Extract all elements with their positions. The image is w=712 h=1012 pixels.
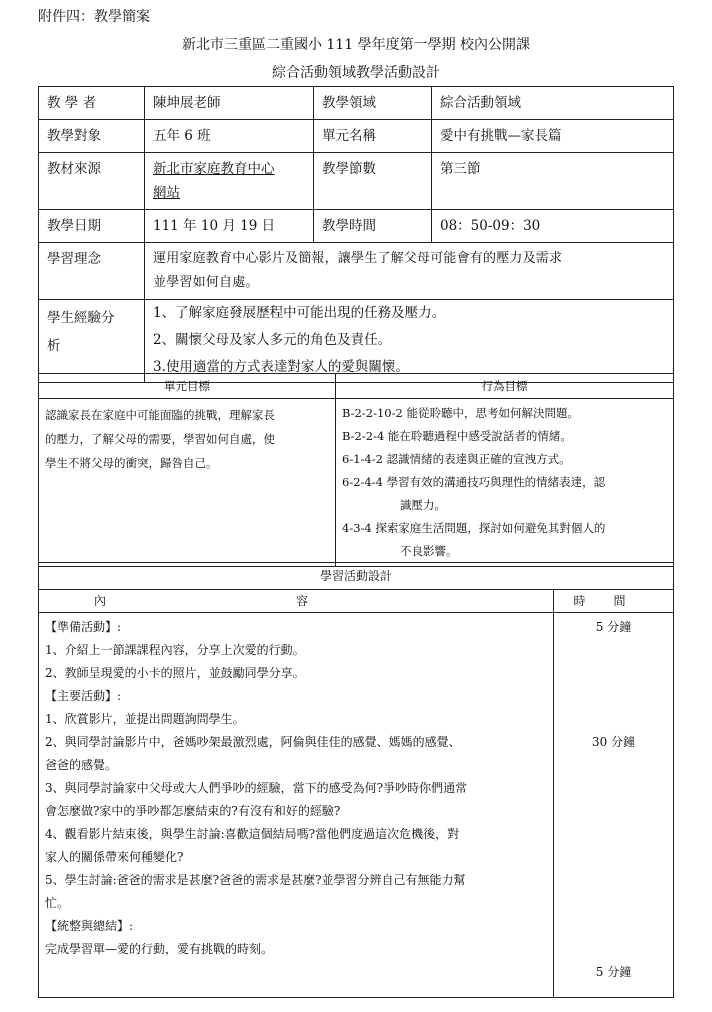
behavior-goal-item xyxy=(342,471,667,517)
behavior-goal-continuation: 識壓力。 xyxy=(400,498,446,512)
time-header-text: 時間 xyxy=(573,594,654,608)
activity-content xyxy=(39,613,554,998)
activities-header: 學習活動設計 xyxy=(39,563,674,590)
philosophy-line: 運用家庭教育中心影片及簡報，讓學生了解父母可能會有的壓力及需求 xyxy=(153,251,563,266)
behavior-goal-item: B-2-2-10-2 能從聆聽中，思考如何解決問題。 xyxy=(342,406,579,420)
source-value-line1: 新北市家庭教育中心 xyxy=(153,161,275,177)
behavior-goal-continuation: 不良影響。 xyxy=(400,544,458,558)
behavior-goal-item: 6-1-4-2 認識情緒的表達與正確的宣洩方式。 xyxy=(342,452,571,466)
period-label: 教學節數 xyxy=(314,153,432,210)
target-value: 五年 6 班 xyxy=(145,120,314,153)
list-item: 2、與同學討論影片中，爸媽吵架最激烈處，阿倫與佳佳的感覺、媽媽的感覺、 xyxy=(45,735,461,749)
unit-label: 單元名稱 xyxy=(314,120,432,153)
list-item: 會怎麼做?家中的爭吵都怎麼結束的?有沒有和好的經驗? xyxy=(45,804,341,818)
list-item: 2、教師呈現愛的小卡的照片，並鼓勵同學分享。 xyxy=(45,666,305,680)
behavior-goal-text: 6-2-4-4 學習有效的溝通技巧與理性的情緒表達，認 xyxy=(342,475,606,489)
date-value: 111 年 10 月 19 日 xyxy=(145,210,314,243)
content-header-text: 內容 xyxy=(93,594,498,608)
date-label: 教學日期 xyxy=(39,210,145,243)
annex-label: 附件四：教學簡案 xyxy=(38,9,150,25)
list-item: 4、觀看影片結束後，與學生討論:喜歡這個結局嗎?當他們度過這次危機後，對 xyxy=(45,827,460,841)
document-title: 新北市三重區二重國小 111 學年度第一學期 校內公開課 xyxy=(181,37,531,53)
list-item: 5、學生討論:爸爸的需求是甚麼?爸爸的需求是甚麼?並學習分辨自己有無能力幫 xyxy=(45,873,466,887)
domain-label: 教學領域 xyxy=(314,87,432,120)
list-item: 家人的關係帶來何種變化? xyxy=(45,850,184,864)
activity-time xyxy=(554,613,674,998)
period-value: 第三節 xyxy=(432,153,674,210)
philosophy-label: 學習理念 xyxy=(39,243,145,300)
content-header xyxy=(39,590,554,613)
list-item: 3、與同學討論家中父母或大人們爭吵的經驗，當下的感受為何?爭吵時你們通常 xyxy=(45,781,468,795)
source-label: 教材來源 xyxy=(39,153,145,210)
target-label: 教學對象 xyxy=(39,120,145,153)
main-activity-label: 【主要活動】: xyxy=(45,689,122,703)
domain-value: 綜合活動領域 xyxy=(432,87,674,120)
philosophy-value xyxy=(145,243,674,300)
unit-value: 愛中有挑戰—家長篇 xyxy=(432,120,674,153)
document-subtitle: 綜合活動領域教學活動設計 xyxy=(272,65,440,81)
experience-label xyxy=(39,300,145,383)
summary-activity-label: 【統整與總結】: xyxy=(45,919,134,933)
list-item: 2、關懷父母及家人多元的角色及責任。 xyxy=(153,332,392,348)
time-value: 08：50-09：30 xyxy=(432,210,674,243)
teacher-value: 陳坤展老師 xyxy=(145,87,314,120)
time-header xyxy=(554,590,674,613)
list-item: 1、欣賞影片，並提出問題詢問學生。 xyxy=(45,712,245,726)
behavior-goal-item xyxy=(342,517,667,563)
activities-table xyxy=(38,562,674,998)
list-item: 完成學習單—愛的行動，愛有挑戰的時刻。 xyxy=(45,942,274,956)
list-item: 1、介紹上一節課課程內容，分享上次愛的行動。 xyxy=(45,643,305,657)
philosophy-line: 並學習如何自處。 xyxy=(153,275,259,290)
behavior-goal-item: B-2-2-4 能在聆聽過程中感受說話者的情緒。 xyxy=(342,429,572,443)
list-item: 1、了解家庭發展歷程中可能出現的任務及壓力。 xyxy=(153,305,446,321)
summary-time: 5 分鐘 xyxy=(595,965,632,979)
behavior-goal-text: 4-3-4 探索家庭生活問題，探討如何避免其對個人的 xyxy=(342,521,606,535)
source-value-line2: 網站 xyxy=(153,185,180,201)
experience-list xyxy=(145,300,674,383)
unit-goal-line: 的壓力，了解父母的需要，學習如何自處，使 xyxy=(45,432,275,446)
source-value xyxy=(145,153,314,210)
teacher-label: 教 學 者 xyxy=(39,87,145,120)
prep-activity-label: 【準備活動】: xyxy=(45,620,122,634)
unit-goal-header: 單元目標 xyxy=(39,374,336,399)
unit-goal-text xyxy=(39,399,336,567)
time-label: 教學時間 xyxy=(314,210,432,243)
list-item: 3.使用適當的方式表達對家人的愛與關懷。 xyxy=(153,359,409,375)
experience-label-line2: 析 xyxy=(47,338,61,354)
prep-time: 5 分鐘 xyxy=(595,620,632,634)
experience-label-line1: 學生經驗分 xyxy=(47,310,115,326)
list-item: 爸爸的感覺。 xyxy=(45,758,118,772)
unit-goal-line: 認識家長在家庭中可能面臨的挑戰，理解家長 xyxy=(45,408,275,422)
main-time: 30 分鐘 xyxy=(591,735,636,749)
behavior-goal-list xyxy=(336,399,674,567)
goals-table xyxy=(38,373,674,567)
list-item: 忙。 xyxy=(45,896,70,910)
unit-goal-line: 學生不將父母的衝突，歸咎自己。 xyxy=(45,456,218,470)
behavior-goal-header: 行為目標 xyxy=(336,374,674,399)
info-table xyxy=(38,86,674,383)
